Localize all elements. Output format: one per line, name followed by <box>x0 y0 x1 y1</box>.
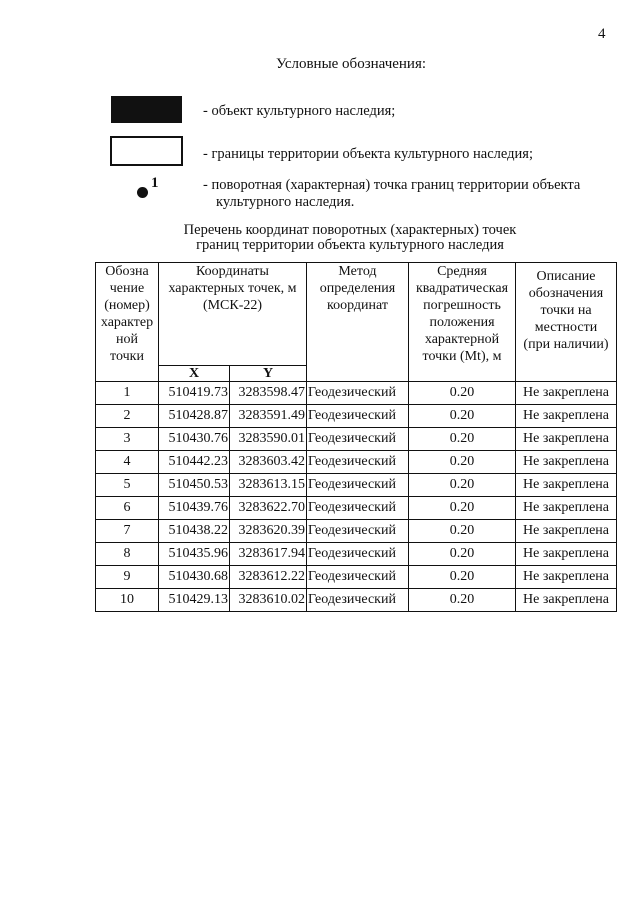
cell-x: 510430.68 <box>159 566 230 589</box>
cell-mt: 0.20 <box>409 451 516 474</box>
cell-mt: 0.20 <box>409 497 516 520</box>
table-row <box>96 543 617 566</box>
cell-point-number: 9 <box>96 566 159 589</box>
coordinates-table <box>95 262 617 612</box>
table-row <box>96 589 617 612</box>
table-row <box>96 497 617 520</box>
list-title-line2: границ территории объекта культурного наследия <box>196 237 504 253</box>
header-x: X <box>159 366 230 382</box>
header-mean-error: Средняя квадратическая погрешность положения характерной точки (Mt), м <box>409 263 516 382</box>
cell-x: 510450.53 <box>159 474 230 497</box>
table-row <box>96 428 617 451</box>
cell-x: 510430.76 <box>159 428 230 451</box>
table-row <box>96 520 617 543</box>
cell-description: Не закреплена <box>516 405 617 428</box>
cell-method: Геодезический <box>307 382 409 405</box>
cell-point-number: 5 <box>96 474 159 497</box>
table-row <box>96 451 617 474</box>
cell-method: Геодезический <box>307 451 409 474</box>
turning-point-symbol-label: 1 <box>151 175 159 191</box>
cell-x: 510442.23 <box>159 451 230 474</box>
legend-item-turning-point <box>203 177 618 211</box>
cell-point-number: 6 <box>96 497 159 520</box>
cell-mt: 0.20 <box>409 428 516 451</box>
cell-method: Геодезический <box>307 428 409 451</box>
turning-point-dot-icon <box>137 187 148 198</box>
header-point-number: Обозна чение (номер) характер ной точки <box>96 263 159 382</box>
table-row <box>96 405 617 428</box>
cell-mt: 0.20 <box>409 520 516 543</box>
legend-title: Условные обозначения: <box>276 56 427 72</box>
cell-x: 510438.22 <box>159 520 230 543</box>
cell-x: 510428.87 <box>159 405 230 428</box>
cell-description: Не закреплена <box>516 497 617 520</box>
cell-x: 510429.13 <box>159 589 230 612</box>
cell-description: Не закреплена <box>516 520 617 543</box>
table-row <box>96 382 617 405</box>
cell-point-number: 1 <box>96 382 159 405</box>
cell-y: 3283612.22 <box>230 566 307 589</box>
cell-point-number: 3 <box>96 428 159 451</box>
cell-x: 510435.96 <box>159 543 230 566</box>
cell-x: 510419.73 <box>159 382 230 405</box>
cell-y: 3283613.15 <box>230 474 307 497</box>
header-method: Метод определения координат <box>307 263 409 382</box>
cell-y: 3283610.02 <box>230 589 307 612</box>
cell-description: Не закреплена <box>516 589 617 612</box>
table-header-row <box>96 263 617 366</box>
cell-y: 3283598.47 <box>230 382 307 405</box>
cell-point-number: 4 <box>96 451 159 474</box>
cell-mt: 0.20 <box>409 566 516 589</box>
cell-point-number: 7 <box>96 520 159 543</box>
cell-method: Геодезический <box>307 405 409 428</box>
cell-description: Не закреплена <box>516 474 617 497</box>
cell-y: 3283620.39 <box>230 520 307 543</box>
legend-item-turning-point-line1: - поворотная (характерная) точка границ территории объекта <box>203 177 581 193</box>
legend-item-territory-border: - границы территории объекта культурного наследия; <box>203 146 533 162</box>
cell-method: Геодезический <box>307 497 409 520</box>
table-row <box>96 566 617 589</box>
cell-y: 3283591.49 <box>230 405 307 428</box>
header-coordinates: Координаты характерных точек, м (МСК-22) <box>159 263 307 366</box>
cell-method: Геодезический <box>307 474 409 497</box>
page-number: 4 <box>598 26 606 42</box>
cell-point-number: 2 <box>96 405 159 428</box>
list-title-line1: Перечень координат поворотных (характерных) точек <box>183 222 517 238</box>
cell-y: 3283617.94 <box>230 543 307 566</box>
cell-description: Не закреплена <box>516 543 617 566</box>
cell-y: 3283622.70 <box>230 497 307 520</box>
cell-description: Не закреплена <box>516 451 617 474</box>
cell-x: 510439.76 <box>159 497 230 520</box>
cell-mt: 0.20 <box>409 382 516 405</box>
header-y: Y <box>230 366 307 382</box>
cell-method: Геодезический <box>307 566 409 589</box>
header-description: Описание обозначения точки на местности (при наличии) <box>516 263 617 382</box>
cell-method: Геодезический <box>307 589 409 612</box>
cell-description: Не закреплена <box>516 428 617 451</box>
cell-method: Геодезический <box>307 543 409 566</box>
territory-border-symbol <box>110 136 183 166</box>
cell-point-number: 10 <box>96 589 159 612</box>
cell-description: Не закреплена <box>516 566 617 589</box>
heritage-object-symbol <box>111 96 182 123</box>
table-row <box>96 474 617 497</box>
cell-mt: 0.20 <box>409 589 516 612</box>
cell-y: 3283603.42 <box>230 451 307 474</box>
legend-item-turning-point-line2: культурного наследия. <box>216 194 355 210</box>
cell-mt: 0.20 <box>409 543 516 566</box>
cell-mt: 0.20 <box>409 474 516 497</box>
cell-method: Геодезический <box>307 520 409 543</box>
coordinates-list-title <box>90 223 610 253</box>
cell-mt: 0.20 <box>409 405 516 428</box>
cell-y: 3283590.01 <box>230 428 307 451</box>
legend-item-heritage-object: - объект культурного наследия; <box>203 103 396 119</box>
cell-point-number: 8 <box>96 543 159 566</box>
cell-description: Не закреплена <box>516 382 617 405</box>
